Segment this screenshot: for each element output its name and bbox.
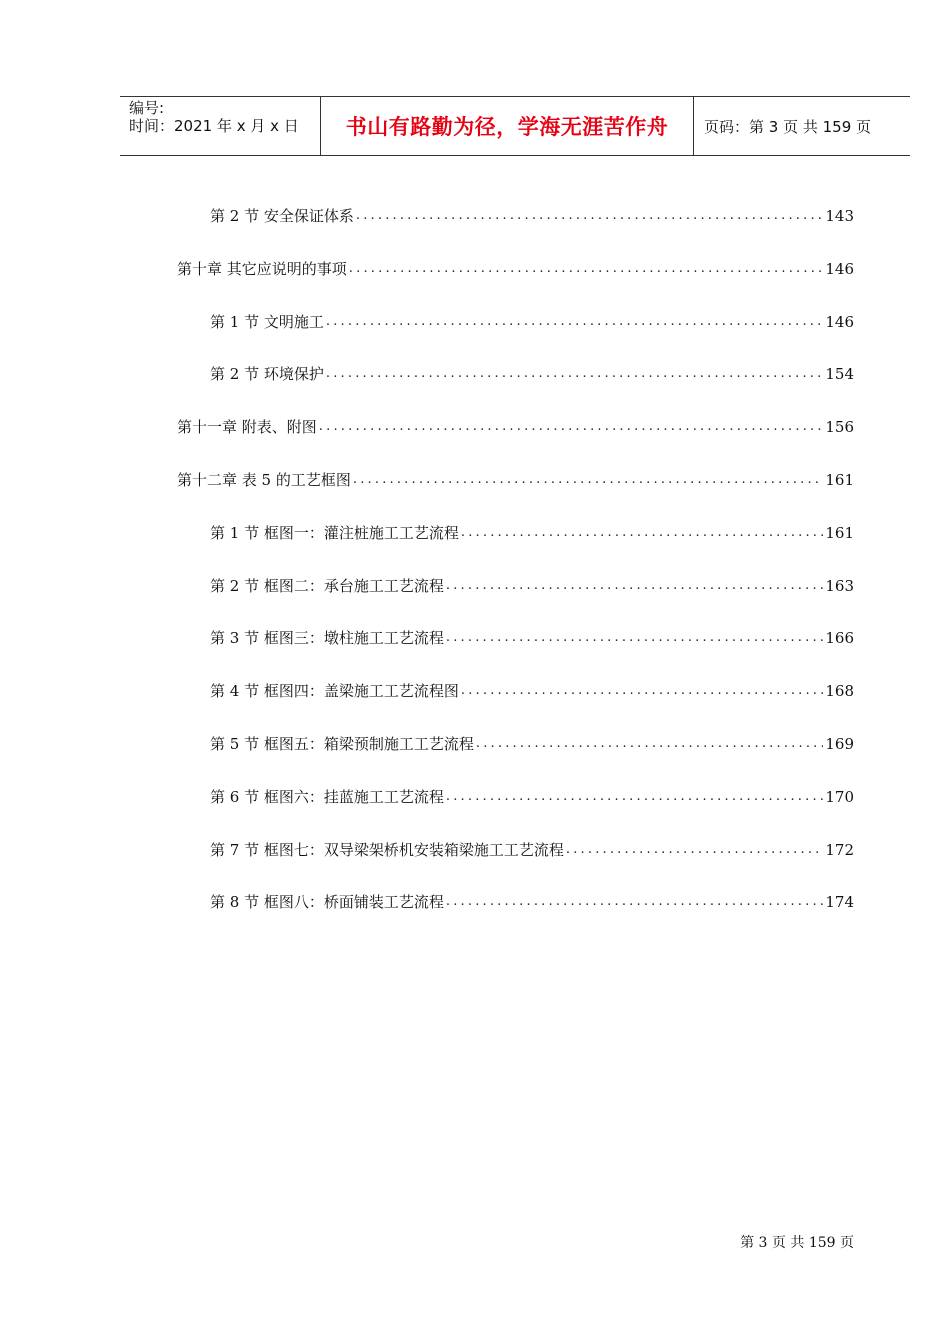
toc-leader-dots [356, 206, 824, 226]
header-page-label: 页码：第 3 页 共 159 页 [704, 117, 872, 136]
toc-entry-page: 172 [825, 840, 854, 859]
toc-entry[interactable] [210, 836, 854, 860]
toc-entry[interactable] [210, 360, 854, 384]
toc-entry[interactable] [210, 730, 854, 754]
toc-entry-label: 第十二章 表 5 的工艺框图 [177, 471, 351, 489]
toc-leader-dots [566, 840, 824, 860]
toc-entry-label: 第 8 节 框图八：桥面铺装工艺流程 [210, 893, 444, 912]
toc-leader-dots [446, 628, 824, 648]
toc-entry[interactable] [177, 255, 854, 279]
toc-leader-dots [353, 470, 824, 490]
toc-entry-label: 第 4 节 框图四：盖梁施工工艺流程图 [210, 682, 459, 701]
page-footer-number: 第 3 页 共 159 页 [740, 1235, 854, 1251]
toc-leader-dots [349, 259, 824, 279]
toc-entry-label: 第十一章 附表、附图 [177, 418, 317, 437]
toc-entry-page: 174 [825, 893, 854, 912]
toc-entry-page: 143 [825, 207, 854, 225]
header-time-label: 时间：2021 年 x 月 x 日 [129, 117, 299, 135]
toc-entry-page: 154 [825, 365, 854, 384]
toc-entry-page: 166 [825, 629, 854, 648]
toc-entry[interactable] [210, 519, 854, 543]
toc-entry-label: 第 7 节 框图七：双导梁架桥机安装箱梁施工工艺流程 [210, 840, 564, 859]
toc-entry-page: 169 [825, 735, 854, 753]
toc-leader-dots [326, 364, 824, 384]
toc-entry-page: 146 [825, 259, 854, 278]
toc-entry[interactable] [210, 572, 854, 596]
toc-entry-label: 第 2 节 框图二：承台施工工艺流程 [210, 576, 444, 595]
toc-leader-dots [446, 787, 824, 807]
toc-entry-label: 第 2 节 环境保护 [210, 365, 324, 384]
toc-entry-label: 第 6 节 框图六：挂蓝施工工艺流程 [210, 787, 444, 806]
toc-leader-dots [319, 417, 824, 437]
toc-entry[interactable] [210, 202, 854, 226]
toc-entry-label: 第十章 其它应说明的事项 [177, 259, 347, 278]
toc-entry-page: 163 [825, 576, 854, 595]
toc-leader-dots [461, 681, 824, 701]
toc-entry-label: 第 5 节 框图五：箱梁预制施工工艺流程 [210, 735, 474, 753]
toc-entry-page: 161 [825, 523, 854, 542]
toc-leader-dots [476, 734, 824, 754]
toc-entry[interactable] [210, 624, 854, 648]
toc-entry[interactable] [177, 466, 854, 490]
toc-entry-page: 170 [825, 787, 854, 806]
header-motto: 书山有路勤为径，学海无涯苦作舟 [321, 97, 694, 155]
toc-entry-page: 156 [825, 418, 854, 437]
toc-entry-label: 第 2 节 安全保证体系 [210, 207, 354, 225]
toc-entry-page: 168 [825, 682, 854, 701]
toc-entry-label: 第 1 节 框图一：灌注桩施工工艺流程 [210, 523, 459, 542]
toc-entry-page: 146 [825, 312, 854, 331]
toc-leader-dots [461, 523, 824, 543]
toc-entry[interactable] [177, 413, 854, 437]
toc-entry[interactable] [210, 888, 854, 912]
toc-leader-dots [446, 576, 824, 596]
header-number-label: 编号: [129, 99, 165, 117]
page-header [120, 96, 910, 156]
toc-leader-dots [326, 312, 824, 332]
toc-entry-label: 第 3 节 框图三：墩柱施工工艺流程 [210, 629, 444, 648]
toc-entry[interactable] [210, 308, 854, 332]
toc-entry-page: 161 [825, 471, 854, 489]
toc-leader-dots [446, 892, 824, 912]
toc-entry[interactable] [210, 677, 854, 701]
header-meta-cell [120, 97, 321, 155]
toc-entry-label: 第 1 节 文明施工 [210, 312, 324, 331]
toc-entry[interactable] [210, 783, 854, 807]
